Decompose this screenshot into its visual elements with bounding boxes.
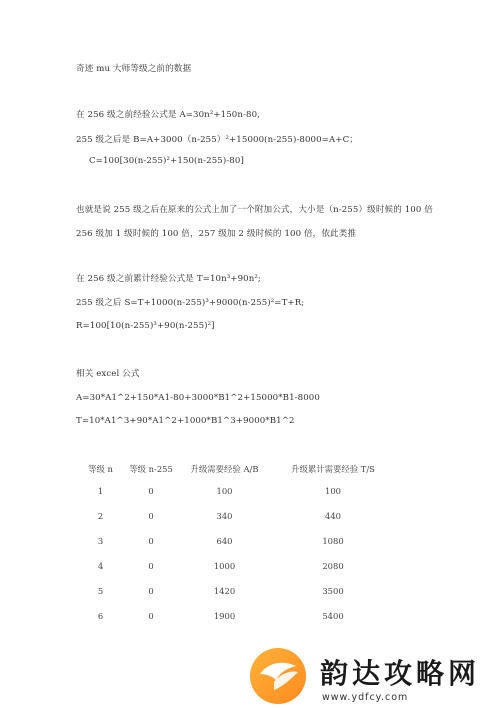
explanation-line-2: 256 级加 1 级时候的 100 倍，257 级加 2 级时候的 100 倍，依此类推 xyxy=(76,229,357,239)
header-upgrade-exp: 升级需要经验 A/B xyxy=(190,464,259,474)
formula-a: 在 256 级之前经验公式是 A=30n²+150n-80, xyxy=(76,110,260,120)
excel-formula-a: A=30*A1^2+150*A1-80+3000*B1^2+15000*B1-8000 xyxy=(76,393,320,403)
header-level-minus-255: 等级 n-255 xyxy=(129,464,173,474)
wing-icon xyxy=(250,648,306,704)
table-row xyxy=(86,603,404,628)
table-header-row xyxy=(86,460,404,478)
cell-level: 5 xyxy=(97,585,104,596)
cell-upgrade-exp: 640 xyxy=(216,535,233,546)
header-level: 等级 n xyxy=(88,464,113,474)
table-row xyxy=(86,503,404,528)
cell-upgrade-exp: 1000 xyxy=(213,560,236,571)
cell-level: 3 xyxy=(97,535,104,546)
header-cumulative-exp: 升级累计需要经验 T/S xyxy=(291,464,375,474)
site-watermark-logo xyxy=(250,640,500,708)
excel-heading: 相关 excel 公式 xyxy=(76,369,140,379)
cell-cumulative-exp: 1080 xyxy=(322,535,344,546)
table-row xyxy=(86,528,404,553)
table-row xyxy=(86,578,404,603)
formula-c: C=100[30(n-255)²+150(n-255)-80] xyxy=(89,156,244,166)
cell-level-minus-255: 0 xyxy=(148,485,154,496)
logo-text: 韵达攻略网 xyxy=(320,657,481,690)
experience-table xyxy=(86,460,404,628)
formula-b: 255 级之后是 B=A+3000（n-255）²+15000(n-255)-8000=A+C； xyxy=(76,135,358,145)
cell-cumulative-exp: 5400 xyxy=(322,610,344,621)
cell-cumulative-exp: 440 xyxy=(325,510,341,521)
page-title: 奇迹 mu 大师等级之前的数据 xyxy=(76,64,192,74)
cumulative-formula-s: 255 级之后 S=T+1000(n-255)³+9000(n-255)²=T+R; xyxy=(76,298,305,308)
cell-level: 6 xyxy=(97,610,104,621)
cumulative-formula-r: R=100[10(n-255)³+90(n-255)²] xyxy=(76,321,215,331)
logo-url: www.ydfcy.com xyxy=(322,692,409,703)
table-row xyxy=(86,553,404,578)
explanation-line-1: 也就是说 255 级之后在原来的公式上加了一个附加公式，大小是（n-255）级时候的 100 倍 xyxy=(76,205,433,215)
cumulative-formula-t: 在 256 级之前累计经验公式是 T=10n³+90n²; xyxy=(76,274,261,284)
cell-level: 1 xyxy=(97,485,104,496)
cell-level-minus-255: 0 xyxy=(148,510,154,521)
excel-formula-t: T=10*A1^3+90*A1^2+1000*B1^3+9000*B1^2 xyxy=(76,416,295,426)
cell-upgrade-exp: 1420 xyxy=(213,585,236,596)
logo-emblem-icon xyxy=(250,648,306,704)
cell-level-minus-255: 0 xyxy=(148,535,154,546)
cell-upgrade-exp: 100 xyxy=(216,485,233,496)
cell-level-minus-255: 0 xyxy=(148,610,154,621)
cell-upgrade-exp: 340 xyxy=(216,510,233,521)
cell-level-minus-255: 0 xyxy=(148,560,154,571)
cell-cumulative-exp: 100 xyxy=(325,485,341,496)
cell-cumulative-exp: 2080 xyxy=(322,560,344,571)
cell-level-minus-255: 0 xyxy=(148,585,154,596)
cell-level: 2 xyxy=(97,510,104,521)
cell-cumulative-exp: 3500 xyxy=(322,585,344,596)
table-row xyxy=(86,478,404,503)
cell-upgrade-exp: 1900 xyxy=(213,610,236,621)
cell-level: 4 xyxy=(97,560,104,571)
